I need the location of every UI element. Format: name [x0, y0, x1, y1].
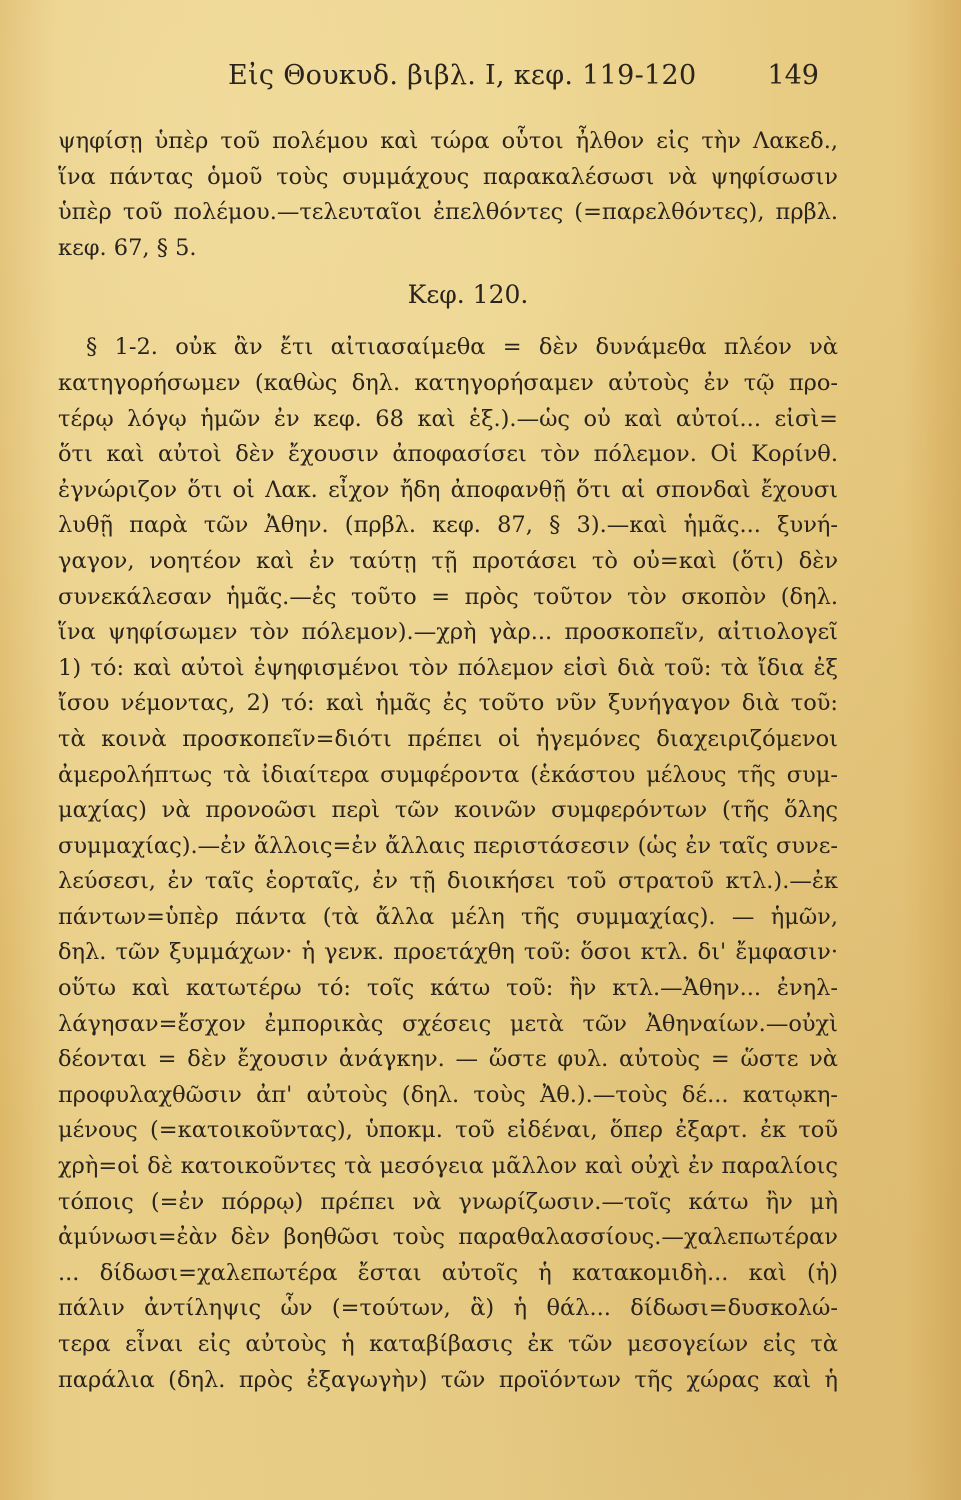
text-line: ἵνα ψηφίσωμεν τὸν πόλεμον).—χρὴ γὰρ... προσκοπεῖν, αἰτιολογεῖ [58, 619, 838, 646]
text-line: ἵνα πάντας ὁμοῦ τοὺς συμμάχους παρακαλέσωσι νὰ ψηφίσωσιν [58, 163, 838, 190]
text-line: πάντων=ὑπὲρ πάντα (τὰ ἄλλα μέλη τῆς συμμαχίας). — ἡμῶν, [58, 903, 838, 930]
text-line: τέρῳ λόγῳ ἡμῶν ἐν κεφ. 68 καὶ ἑξ.).—ὡς οὐ καὶ αὐτοί... εἰσὶ= [58, 405, 838, 432]
text-line: τὰ κοινὰ προσκοπεῖν=διότι πρέπει οἱ ἡγεμόνες διαχειριζόμενοι [58, 725, 838, 752]
page-header [0, 60, 961, 100]
text-line: προφυλαχθῶσιν ἀπ' αὐτοὺς (δηλ. τοὺς Ἀθ.).—τοὺς δέ... κατῳκη- [58, 1081, 838, 1108]
text-line: πάλιν ἀντίληψις ὧν (=τούτων, ἃ) ἡ θάλ... δίδωσι=δυσκολώ- [58, 1295, 838, 1322]
text-line: τόποις (=ἐν πόρρῳ) πρέπει νὰ γνωρίζωσιν.—τοῖς κάτω ἢν μὴ [58, 1188, 838, 1215]
text-line: τερα εἶναι εἰς αὐτοὺς ἡ καταβίβασις ἐκ τῶν μεσογείων εἰς τὰ [58, 1331, 838, 1357]
text-line: μένους (=κατοικοῦντας), ὑποκμ. τοῦ εἰδέναι, ὅπερ ἐξαρτ. ἐκ τοῦ [58, 1117, 838, 1144]
text-line: ἀμερολήπτως τὰ ἰδιαίτερα συμφέροντα (ἑκάστου μέλους τῆς συμ- [58, 761, 838, 788]
text-line: συμμαχίας).—ἐν ἄλλοις=ἐν ἄλλαις περιστάσεσιν (ὡς ἐν ταῖς συνε- [58, 832, 838, 859]
page-number: 149 [767, 60, 819, 91]
text-line: ἴσου νέμοντας, 2) τό: καὶ ἡμᾶς ἐς τοῦτο νῦν ξυνήγαγον διὰ τοῦ: [58, 690, 838, 717]
text-line: 1) τό: καὶ αὐτοὶ ἐψηφισμένοι τὸν πόλεμον εἰσὶ διὰ τοῦ: τὰ ἴδια ἐξ [58, 654, 838, 681]
text-line: μαχίας) νὰ προνοῶσι περὶ τῶν κοινῶν συμφερόντων (τῆς ὅλης [58, 797, 838, 824]
text-line: κεφ. 67, § 5. [58, 234, 197, 261]
text-line: δηλ. τῶν ξυμμάχων· ἡ γενκ. προετάχθη τοῦ: ὅσοι κτλ. δι' ἔμφασιν· [58, 939, 838, 966]
text-line: ὅτι καὶ αὐτοὶ δὲν ἔχουσιν ἀποφασίσει τὸν πόλεμον. Οἱ Κορίνθ. [58, 441, 838, 468]
text-line: χρὴ=οἱ δὲ κατοικοῦντες τὰ μεσόγεια μᾶλλον καὶ οὐχὶ ἐν παραλίοις [58, 1153, 838, 1180]
text-line: συνεκάλεσαν ἡμᾶς.—ἐς τοῦτο = πρὸς τοῦτον τὸν σκοπὸν (δηλ. [58, 583, 838, 610]
text-line: ψηφίσῃ ὑπὲρ τοῦ πολέμου καὶ τώρα οὗτοι ἦλθον εἰς τὴν Λακεδ., [58, 128, 838, 154]
running-head: Εἰς Θουκυδ. βιβλ. Ι, κεφ. 119-120 [228, 60, 697, 91]
body-text [58, 124, 838, 1398]
text-line: λάγησαν=ἔσχον ἐμπορικὰς σχέσεις μετὰ τῶν Ἀθηναίων.—οὐχὶ [58, 1010, 838, 1037]
chapter-heading: Κεφ. 120. [407, 280, 529, 310]
text-line: κατηγορήσωμεν (καθὼς δηλ. κατηγορήσαμεν αὐτοὺς ἐν τῷ προ- [58, 369, 838, 396]
text-line: γαγον, νοητέον καὶ ἐν ταύτῃ τῇ προτάσει τὸ οὐ=καὶ (ὅτι) δὲν [58, 547, 838, 574]
text-line: ἀμύνωσι=ἐὰν δὲν βοηθῶσι τοὺς παραθαλασσίους.—χαλεπωτέραν [58, 1224, 838, 1251]
text-line: § 1-2. οὐκ ἂν ἔτι αἰτιασαίμεθα = δὲν δυνάμεθα πλέον νὰ [86, 334, 838, 361]
text-line: ὑπὲρ τοῦ πολέμου.—τελευταῖοι ἐπελθόντες (=παρελθόντες), πρβλ. [58, 199, 838, 226]
text-line: παράλια (δηλ. πρὸς ἐξαγωγὴν) τῶν προϊόντων τῆς χώρας καὶ ἡ [58, 1366, 838, 1393]
text-line: ... δίδωσι=χαλεπωτέρα ἔσται αὐτοῖς ἡ κατακομιδὴ... καὶ (ἡ) [58, 1259, 838, 1286]
text-line: ἐγνώριζον ὅτι οἱ Λακ. εἶχον ἤδη ἀποφανθῇ ὅτι αἱ σπονδαὶ ἔχουσι [58, 476, 838, 503]
text-line: λεύσεσι, ἐν ταῖς ἑορταῖς, ἐν τῇ διοικήσει τοῦ στρατοῦ κτλ.).—ἐκ [58, 868, 838, 895]
text-line: οὕτω καὶ κατωτέρω τό: τοῖς κάτω τοῦ: ἢν κτλ.—Ἀθην... ἐνηλ- [58, 975, 838, 1002]
text-line: λυθῇ παρὰ τῶν Ἀθην. (πρβλ. κεφ. 87, § 3).—καὶ ἡμᾶς... ξυνή- [58, 512, 838, 539]
spacer [58, 316, 838, 330]
text-line: δέονται = δὲν ἔχουσιν ἀνάγκην. — ὥστε φυλ. αὐτοὺς = ὥστε νὰ [58, 1046, 838, 1073]
